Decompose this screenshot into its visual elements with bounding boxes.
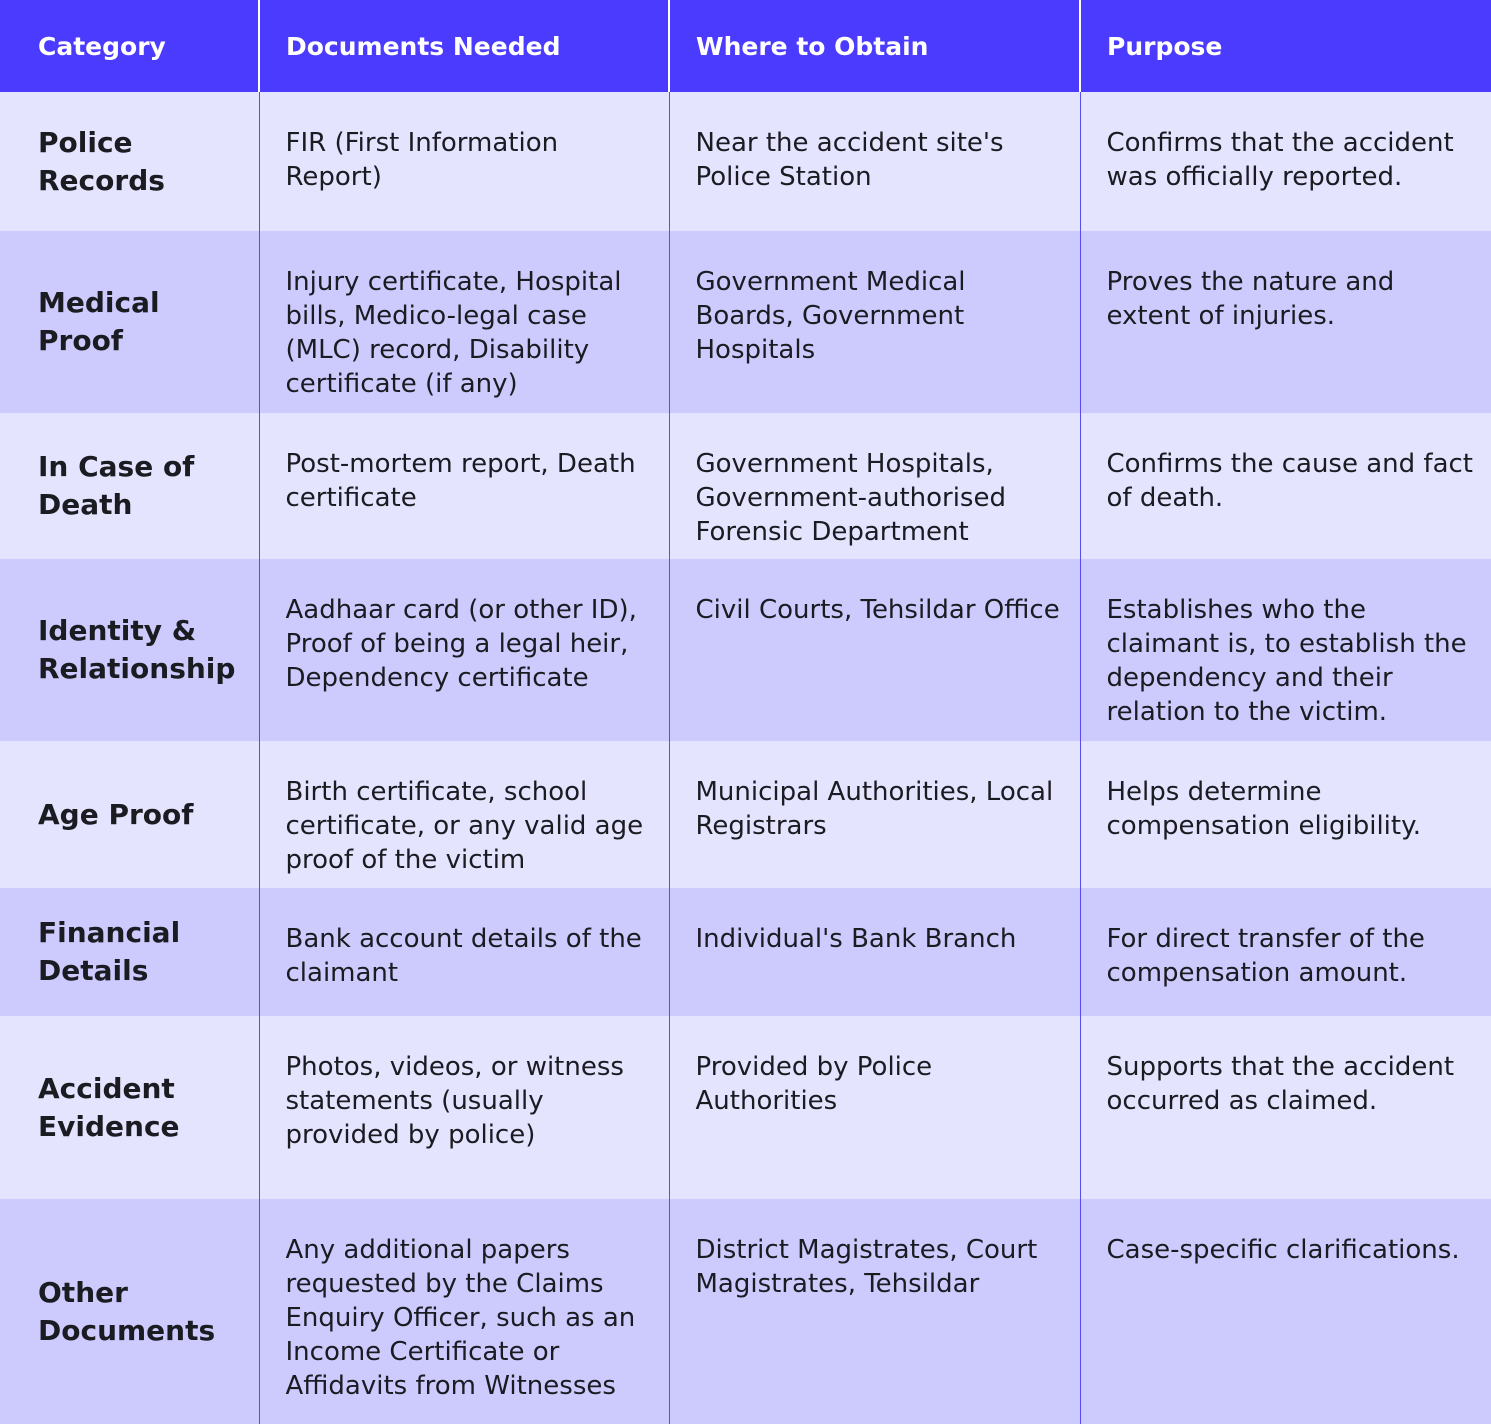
category-cell: Police Records (0, 92, 259, 231)
documents-cell: Post-mortem report, Death certificate (259, 413, 669, 559)
header-purpose: Purpose (1080, 0, 1491, 92)
category-cell: Financial Details (0, 888, 259, 1016)
documents-cell: FIR (First Information Report) (259, 92, 669, 231)
category-cell: Identity & Relationship (0, 559, 259, 741)
table-body (0, 92, 1491, 1424)
category-cell: Medical Proof (0, 231, 259, 413)
documents-cell: Birth certificate, school certificate, or any valid age proof of the victim (259, 741, 669, 888)
table-row (0, 1016, 1491, 1199)
where-cell: Government Hospitals, Government-authorised Forensic Department (669, 413, 1080, 559)
table-row (0, 1199, 1491, 1424)
category-cell: Age Proof (0, 741, 259, 888)
where-cell: Individual's Bank Branch (669, 888, 1080, 1016)
header-where-to-obtain: Where to Obtain (669, 0, 1080, 92)
documents-cell: Photos, videos, or witness statements (usually provided by police) (259, 1016, 669, 1199)
where-cell: Civil Courts, Tehsildar Office (669, 559, 1080, 741)
purpose-cell: For direct transfer of the compensation amount. (1106, 924, 1425, 988)
documents-cell: Injury certificate, Hospital bills, Medico-legal case (MLC) record, Disability certificate (if any) (259, 231, 669, 413)
where-cell: District Magistrates, Court Magistrates, Tehsildar (669, 1199, 1080, 1424)
table-row (0, 231, 1491, 413)
purpose-cell: Establishes who the claimant is, to establish the dependency and their relation to the victim. (1106, 595, 1467, 727)
purpose-cell: Proves the nature and extent of injuries. (1106, 267, 1395, 331)
header-category: Category (0, 0, 259, 92)
table-row (0, 888, 1491, 1016)
table-row (0, 559, 1491, 741)
where-cell: Government Medical Boards, Government Hospitals (669, 231, 1080, 413)
purpose-cell: Case-specific clarifications. (1106, 1235, 1460, 1265)
documents-cell: Aadhaar card (or other ID), Proof of being a legal heir, Dependency certificate (259, 559, 669, 741)
table-row (0, 413, 1491, 559)
purpose-cell: Supports that the accident occurred as claimed. (1106, 1052, 1455, 1116)
header-documents-needed: Documents Needed (259, 0, 669, 92)
documents-cell: Bank account details of the claimant (259, 888, 669, 1016)
header-row (0, 0, 1491, 92)
where-cell: Municipal Authorities, Local Registrars (669, 741, 1080, 888)
category-cell: In Case of Death (0, 413, 259, 559)
purpose-cell: Confirms the cause and fact of death. (1106, 449, 1473, 513)
purpose-cell: Confirms that the accident was officially reported. (1106, 128, 1454, 192)
table-row (0, 92, 1491, 231)
category-cell: Accident Evidence (0, 1016, 259, 1199)
where-cell: Provided by Police Authorities (669, 1016, 1080, 1199)
category-cell: Other Documents (0, 1199, 259, 1424)
documents-cell: Any additional papers requested by the Claims Enquiry Officer, such as an Income Certificate or Affidavits from Witnesses (259, 1199, 669, 1424)
table-header (0, 0, 1491, 92)
where-cell: Near the accident site's Police Station (669, 92, 1080, 231)
purpose-cell: Helps determine compensation eligibility. (1106, 777, 1422, 841)
table-row (0, 741, 1491, 888)
